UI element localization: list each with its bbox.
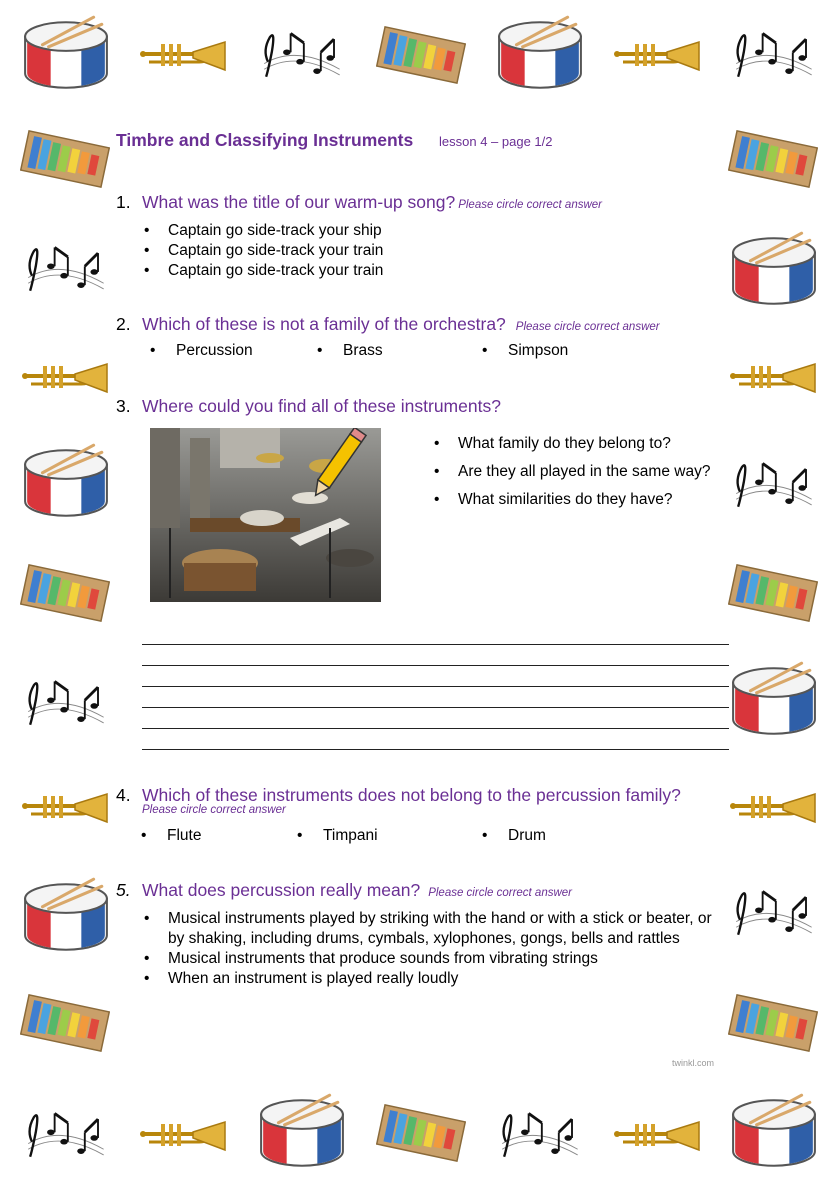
worksheet-title: Timbre and Classifying Instruments bbox=[116, 130, 414, 150]
xylophone-icon bbox=[728, 990, 818, 1056]
xylophone-icon bbox=[728, 126, 818, 192]
trumpet-icon bbox=[728, 358, 820, 398]
answer-option[interactable]: • Captain go side-track your train bbox=[142, 241, 383, 261]
answer-option[interactable]: • Drum bbox=[508, 827, 546, 845]
trumpet-icon bbox=[612, 1116, 704, 1156]
question-text: Which of these is not a family of the orchestra? bbox=[142, 314, 506, 334]
answer-writing-line[interactable] bbox=[142, 644, 729, 645]
xylophone-icon bbox=[20, 560, 110, 626]
question-text: What does percussion really mean? bbox=[142, 880, 421, 900]
xylophone-icon bbox=[376, 22, 466, 88]
question-4 bbox=[116, 785, 681, 806]
instruction-hint: Please circle correct answer bbox=[142, 804, 286, 816]
instruction-hint: Please circle correct answer bbox=[515, 321, 660, 333]
answer-option[interactable]: • Musical instruments that produce sounds from vibrating strings bbox=[142, 949, 732, 969]
question-text: Where could you find all of these instruments? bbox=[142, 396, 501, 416]
trumpet-icon bbox=[20, 788, 112, 828]
drum-icon bbox=[728, 1092, 820, 1174]
prompt-item: • What family do they belong to? bbox=[432, 434, 710, 462]
drum-icon bbox=[494, 14, 586, 96]
question-number: 3. bbox=[116, 396, 131, 416]
music-notes-icon bbox=[494, 1104, 584, 1170]
instruction-hint: Please circle correct answer bbox=[428, 887, 573, 899]
answer-writing-line[interactable] bbox=[142, 686, 729, 687]
instruction-hint: Please circle correct answer bbox=[458, 199, 603, 211]
trumpet-icon bbox=[138, 36, 230, 76]
answer-writing-line[interactable] bbox=[142, 707, 729, 708]
question-text: What was the title of our warm-up song? bbox=[142, 192, 456, 212]
music-notes-icon bbox=[20, 238, 110, 304]
answer-option[interactable]: • Simpson bbox=[508, 342, 568, 360]
trumpet-icon bbox=[20, 358, 112, 398]
question-3 bbox=[116, 396, 501, 417]
drum-icon bbox=[256, 1092, 348, 1174]
drum-icon bbox=[20, 442, 112, 524]
music-notes-icon bbox=[20, 1104, 110, 1170]
question-number: 1. bbox=[116, 192, 131, 212]
music-notes-icon bbox=[728, 454, 818, 520]
answer-list bbox=[142, 221, 383, 281]
question-number: 5. bbox=[116, 880, 131, 900]
question-2 bbox=[116, 314, 660, 335]
xylophone-icon bbox=[20, 990, 110, 1056]
answer-writing-line[interactable] bbox=[142, 665, 729, 666]
discussion-prompts bbox=[432, 434, 710, 518]
answer-option[interactable]: • Brass bbox=[343, 342, 383, 360]
answer-list bbox=[142, 909, 732, 989]
music-notes-icon bbox=[20, 672, 110, 738]
answer-option[interactable]: • Captain go side-track your ship bbox=[142, 221, 383, 241]
drum-icon bbox=[728, 230, 820, 312]
question-text: Which of these instruments does not belong to the percussion family? bbox=[142, 785, 681, 805]
answer-option[interactable]: • Captain go side-track your train bbox=[142, 261, 383, 281]
answer-writing-line[interactable] bbox=[142, 749, 729, 750]
answer-option[interactable]: • Percussion bbox=[176, 342, 253, 360]
answer-option[interactable]: • Musical instruments played by striking with the hand or with a stick or beater, or by shaking, including drums, cymbals, xylophones, gongs, bells and rattles bbox=[142, 909, 732, 949]
twinkl-watermark: twinkl.com bbox=[672, 1058, 715, 1068]
drum-icon bbox=[20, 14, 112, 96]
xylophone-icon bbox=[728, 560, 818, 626]
prompt-item: • Are they all played in the same way? bbox=[432, 462, 710, 490]
music-notes-icon bbox=[728, 24, 818, 90]
trumpet-icon bbox=[728, 788, 820, 828]
music-notes-icon bbox=[728, 882, 818, 948]
question-number: 4. bbox=[116, 785, 131, 805]
answer-writing-line[interactable] bbox=[142, 728, 729, 729]
drum-icon bbox=[728, 660, 820, 742]
lesson-page-label: lesson 4 – page 1/2 bbox=[439, 134, 553, 149]
answer-option[interactable]: • Timpani bbox=[323, 827, 378, 845]
prompt-item: • What similarities do they have? bbox=[432, 490, 710, 518]
question-number: 2. bbox=[116, 314, 131, 334]
answer-option[interactable]: • Flute bbox=[167, 827, 201, 845]
question-5 bbox=[116, 880, 572, 901]
trumpet-icon bbox=[138, 1116, 230, 1156]
music-notes-icon bbox=[256, 24, 346, 90]
xylophone-icon bbox=[376, 1100, 466, 1166]
answer-option[interactable]: • When an instrument is played really loudly bbox=[142, 969, 732, 989]
percussion-section-photo bbox=[150, 428, 381, 602]
drum-icon bbox=[20, 876, 112, 958]
question-1 bbox=[116, 192, 602, 213]
xylophone-icon bbox=[20, 126, 110, 192]
trumpet-icon bbox=[612, 36, 704, 76]
